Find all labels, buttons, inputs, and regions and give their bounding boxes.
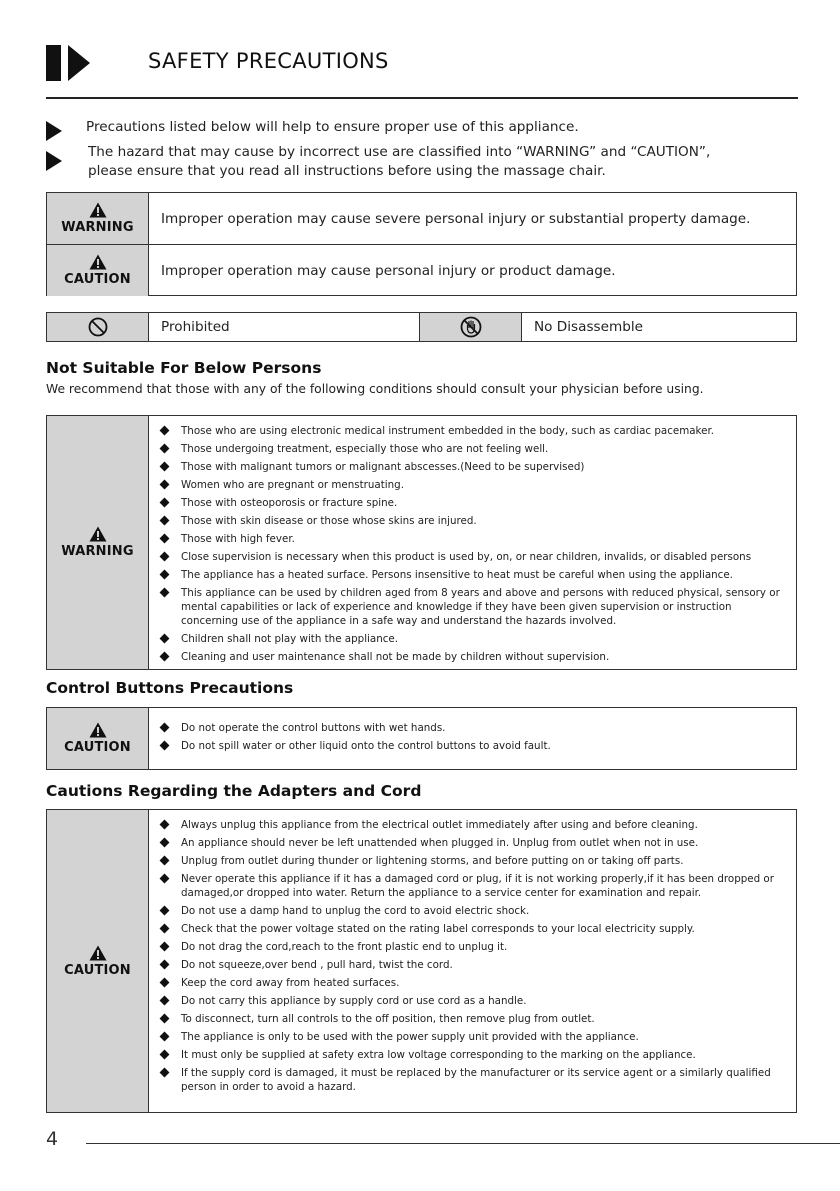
- list-item: To disconnect, turn all controls to the off position, then remove plug from outlet.: [159, 1012, 786, 1026]
- control-buttons-heading: Control Buttons Precautions: [46, 679, 294, 697]
- chapter-marker-icon: [46, 45, 90, 81]
- no-disassemble-icon: [460, 316, 482, 338]
- header-divider: [46, 97, 798, 99]
- list-item: If the supply cord is damaged, it must be replaced by the manufacturer or its service agent or a similarly qualified person in order to avoid a hazard.: [159, 1066, 786, 1095]
- list-item: Those undergoing treatment, especially those who are not feeling well.: [159, 442, 786, 456]
- list-item: Those with malignant tumors or malignant abscesses.(Need to be supervised): [159, 460, 786, 474]
- intro-item: Precautions listed below will help to ensure proper use of this appliance.: [46, 118, 806, 140]
- warning-level-row: [47, 193, 796, 245]
- list-item: Cleaning and user maintenance shall not be made by children without supervision.: [159, 650, 786, 664]
- caution-label: CAUTION: [64, 272, 131, 287]
- page-title: SAFETY PRECAUTIONS: [148, 49, 389, 73]
- not-suitable-list: [149, 416, 796, 669]
- adapters-cord-box: [46, 809, 797, 1113]
- list-item: Close supervision is necessary when this product is used by, on, or near children, invalids, or disabled persons: [159, 550, 786, 564]
- warning-triangle-icon: [89, 202, 107, 218]
- not-suitable-subtitle: We recommend that those with any of the following conditions should consult your physician before using.: [46, 382, 704, 396]
- list-item: Those with high fever.: [159, 532, 786, 546]
- list-item: Those with osteoporosis or fracture spine.: [159, 496, 786, 510]
- list-item: It must only be supplied at safety extra low voltage corresponding to the marking on the appliance.: [159, 1048, 786, 1062]
- caution-label: CAUTION: [64, 962, 131, 978]
- list-item: The appliance has a heated surface. Persons insensitive to heat must be careful when using the appliance.: [159, 568, 786, 582]
- adapters-cord-list: [149, 810, 796, 1112]
- list-item: Women who are pregnant or menstruating.: [159, 478, 786, 492]
- arrow-bullet-icon: [46, 121, 62, 141]
- warning-triangle-icon: [89, 526, 107, 542]
- list-item: Children shall not play with the appliance.: [159, 632, 786, 646]
- warning-triangle-icon: [89, 722, 107, 738]
- list-item: Do not drag the cord,reach to the front plastic end to unplug it.: [159, 940, 786, 954]
- list-item: Do not carry this appliance by supply cord or use cord as a handle.: [159, 994, 786, 1008]
- caution-label: CAUTION: [64, 740, 131, 755]
- list-item: Unplug from outlet during thunder or lightening storms, and before putting on or taking off parts.: [159, 854, 786, 868]
- footer-divider: [86, 1143, 840, 1144]
- arrow-bullet-icon: [46, 151, 62, 171]
- intro-item: The hazard that may cause by incorrect use are classified into “WARNING” and “CAUTION”, please ensure that you read all instructions before using the massage chair.: [46, 143, 806, 183]
- list-item: Do not operate the control buttons with wet hands.: [159, 721, 786, 735]
- list-item: Those with skin disease or those whose skins are injured.: [159, 514, 786, 528]
- symbol-legend: [46, 312, 797, 342]
- warning-triangle-icon: [89, 945, 107, 961]
- hazard-level-table: [46, 192, 797, 296]
- no-disassemble-label: No Disassemble: [534, 319, 644, 335]
- list-item: Never operate this appliance if it has a damaged cord or plug, if it is not working properly,if it has been dropped or damaged,or dropped into water. Return the appliance to a service center for examination and repair.: [159, 872, 786, 901]
- list-item: An appliance should never be left unattended when plugged in. Unplug from outlet when not in use.: [159, 836, 786, 850]
- prohibited-label: Prohibited: [149, 313, 420, 341]
- control-buttons-box: [46, 707, 797, 770]
- warning-description: Improper operation may cause severe personal injury or substantial property damage.: [161, 210, 751, 227]
- list-item: Always unplug this appliance from the electrical outlet immediately after using and before cleaning.: [159, 818, 786, 832]
- not-suitable-box: [46, 415, 797, 670]
- control-buttons-list: [149, 708, 796, 769]
- prohibited-icon: [88, 317, 108, 337]
- warning-triangle-icon: [89, 254, 107, 270]
- caution-description: Improper operation may cause personal injury or product damage.: [161, 262, 616, 279]
- warning-label: WARNING: [61, 220, 134, 235]
- caution-level-row: [47, 245, 796, 296]
- adapters-cord-heading: Cautions Regarding the Adapters and Cord: [46, 782, 422, 800]
- not-suitable-heading: Not Suitable For Below Persons: [46, 359, 322, 377]
- list-item: Those who are using electronic medical instrument embedded in the body, such as cardiac pacemaker.: [159, 424, 786, 438]
- list-item: Do not squeeze,over bend , pull hard, twist the cord.: [159, 958, 786, 972]
- warning-label: WARNING: [61, 544, 134, 559]
- list-item: Keep the cord away from heated surfaces.: [159, 976, 786, 990]
- list-item: The appliance is only to be used with the power supply unit provided with the appliance.: [159, 1030, 786, 1044]
- list-item: Check that the power voltage stated on the rating label corresponds to your local electricity supply.: [159, 922, 786, 936]
- list-item: Do not spill water or other liquid onto the control buttons to avoid fault.: [159, 739, 786, 753]
- list-item: This appliance can be used by children aged from 8 years and above and persons with reduced physical, sensory or mental capabilities or lack of experience and knowledge if they have been given supervision or instruction concerning use of the appliance in a safe way and understand the hazards involved.: [159, 586, 786, 629]
- page-number: 4: [46, 1128, 59, 1150]
- list-item: Do not use a damp hand to unplug the cord to avoid electric shock.: [159, 904, 786, 918]
